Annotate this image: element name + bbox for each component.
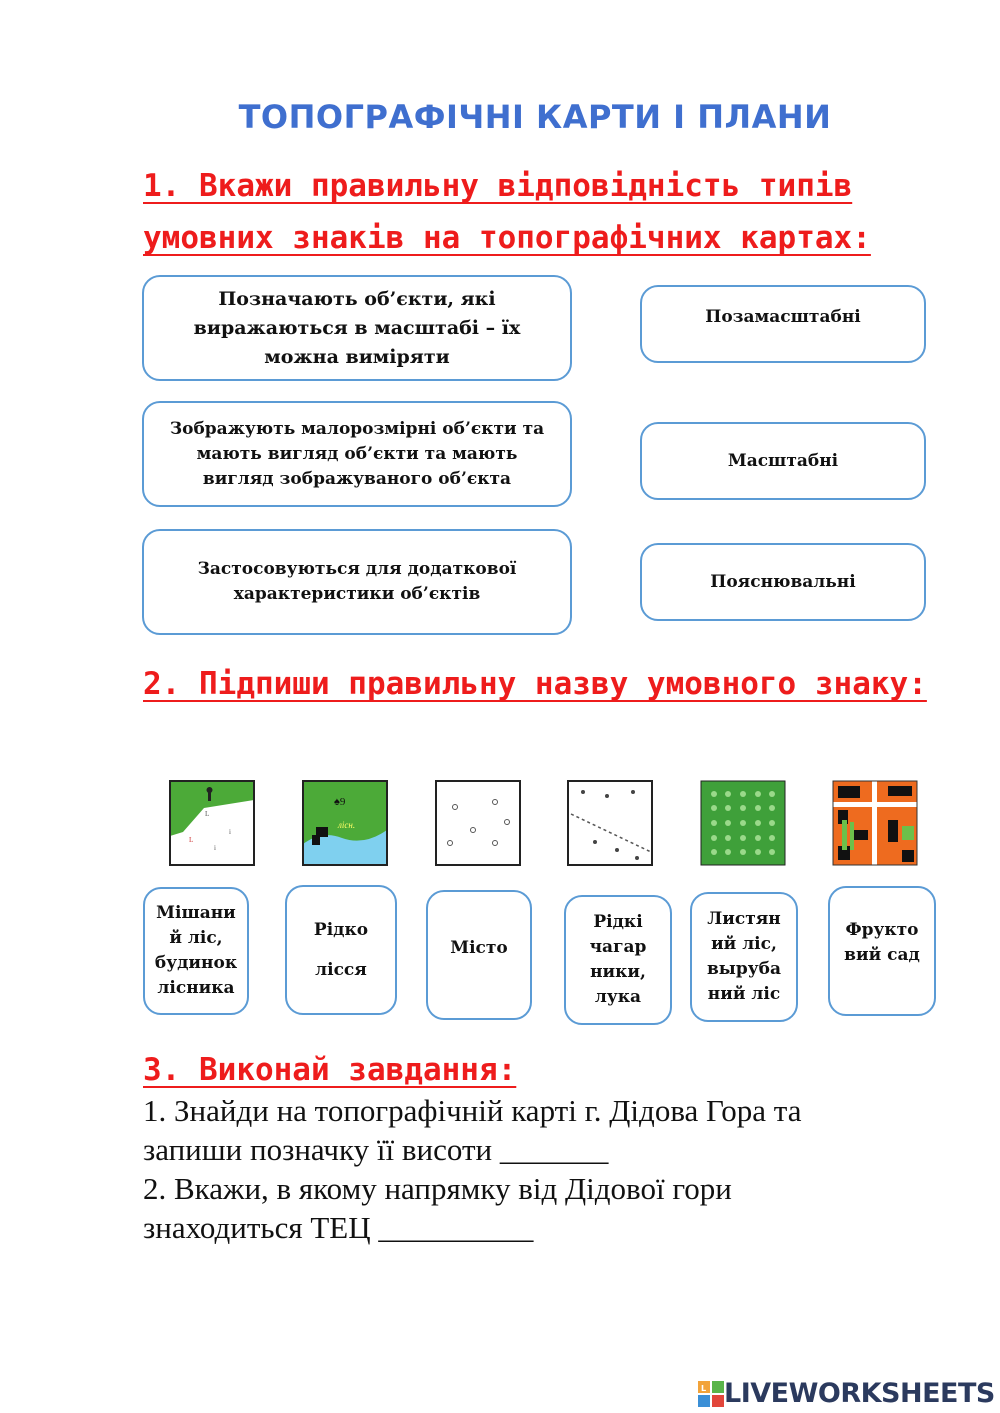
- sign-label-4-line: ники,: [590, 962, 646, 982]
- section1-heading-line1: 1. Вкажи правильну відповідність типів: [143, 168, 853, 204]
- page-title: ТОПОГРАФІЧНІ КАРТИ І ПЛАНИ: [238, 98, 832, 136]
- sign-label-4[interactable]: [564, 895, 672, 1025]
- definition-box-3[interactable]: Застосовуються для додаткової характеристики об’єктів: [142, 529, 572, 635]
- svg-text:♠9: ♠9: [334, 796, 346, 808]
- forest-meadow-sign: [169, 780, 255, 866]
- sign-label-5[interactable]: [690, 892, 798, 1022]
- orchard-sign: [700, 780, 786, 866]
- task-line-1: 1. Знайди на топографічній карті г. Дідова Гора та: [143, 1093, 802, 1128]
- sign-label-2[interactable]: [285, 885, 397, 1015]
- sign-label-6-line: вий сад: [844, 945, 920, 965]
- type-box-3[interactable]: Пояснювальні: [640, 543, 926, 621]
- sign-label-6-line: Фрукто: [845, 920, 919, 940]
- svg-text:L: L: [189, 836, 194, 844]
- liveworksheets-logo: [698, 1378, 995, 1409]
- liveworksheets-logo-text: LIVEWORKSHEETS: [724, 1378, 995, 1409]
- sign-label-3[interactable]: [426, 890, 532, 1020]
- forest-sign-text: лісн.: [338, 820, 356, 830]
- section3-heading: 3. Виконай завдання:: [143, 1052, 517, 1088]
- liveworksheets-logo-icon: [698, 1381, 724, 1407]
- sparse-forest-sign: [302, 780, 388, 866]
- city-sign: [567, 780, 653, 866]
- task-line-4[interactable]: знаходиться ТЕЦ __________: [143, 1210, 534, 1245]
- sign-label-4-line: лука: [594, 987, 642, 1007]
- sign-label-1-line: й ліс,: [169, 928, 223, 948]
- sign-label-1[interactable]: [143, 887, 249, 1015]
- section1-heading-line2: умовних знаків на топографічних картах:: [143, 220, 871, 256]
- sign-label-4-line: чагар: [589, 937, 647, 957]
- settlement-sign: [832, 780, 918, 866]
- svg-text:i: i: [229, 828, 231, 836]
- svg-text:L: L: [701, 1383, 707, 1393]
- sign-label-5-line: ий ліс,: [711, 934, 777, 954]
- task-line-2[interactable]: запиши позначку її висоти _______: [143, 1132, 609, 1167]
- sign-label-2-line: Рідко: [313, 920, 369, 940]
- sign-label-2-line: лісся: [315, 960, 367, 980]
- type-box-2[interactable]: Масштабні: [640, 422, 926, 500]
- sign-label-5-line: ний ліс: [707, 984, 781, 1004]
- sign-label-6[interactable]: [828, 886, 936, 1016]
- type-box-1[interactable]: Позамасштабні: [640, 285, 926, 363]
- definition-box-2[interactable]: Зображують малорозмірні об’єкти та мають вигляд об’єкти та мають вигляд зображуваного об’єкта: [142, 401, 572, 507]
- sign-label-1-line: Мішани: [156, 903, 236, 923]
- sparse-shrubs-sign: [435, 780, 521, 866]
- task-line-3: 2. Вкажи, в якому напрямку від Дідової гори: [143, 1171, 732, 1206]
- sign-label-5-line: выруба: [707, 959, 781, 979]
- definition-box-1[interactable]: Позначають об’єкти, які виражаються в масштабі – їх можна виміряти: [142, 275, 572, 381]
- svg-text:L: L: [205, 810, 210, 818]
- sign-label-5-line: Листян: [707, 909, 781, 929]
- svg-text:i: i: [214, 844, 216, 852]
- sign-label-3-line: Місто: [450, 938, 508, 958]
- sign-label-4-line: Рідкі: [593, 912, 643, 932]
- section2-heading: 2. Підпиши правильну назву умовного знаку:: [143, 666, 927, 702]
- sign-label-1-line: будинок: [154, 953, 238, 973]
- sign-label-1-line: лісника: [157, 978, 235, 998]
